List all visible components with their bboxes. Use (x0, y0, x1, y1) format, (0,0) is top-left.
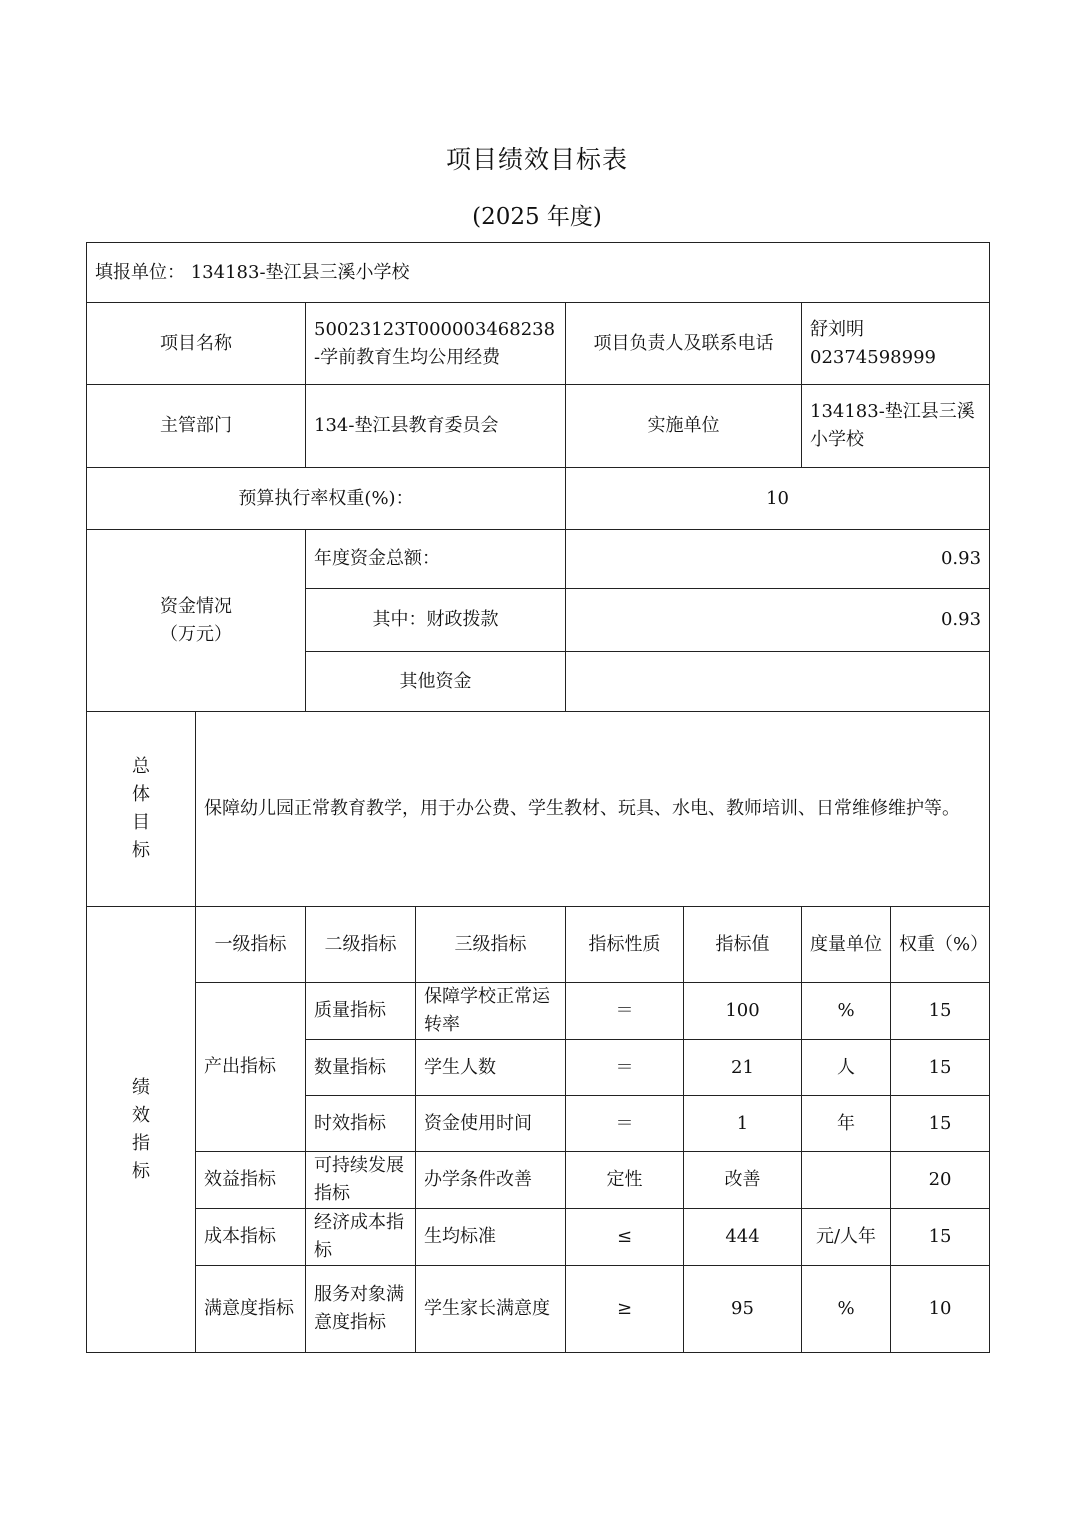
project-name-value: 50023123T000003468238-学前教育生均公用经费 (306, 303, 566, 385)
perf-indicator-char: 指 (132, 1132, 150, 1154)
perf-nature: 定性 (566, 1152, 684, 1209)
perf-nature: ≤ (566, 1209, 684, 1266)
overall-goal-label (87, 712, 196, 907)
perf-unit (802, 1152, 891, 1209)
perf-l2: 质量指标 (306, 983, 416, 1040)
overall-goal-char: 目 (132, 812, 150, 833)
perf-l1: 成本指标 (196, 1209, 306, 1266)
funds-label (87, 530, 306, 712)
perf-nature: ＝ (566, 1096, 684, 1152)
funds-total-value: 0.93 (566, 530, 990, 589)
perf-l3: 生均标准 (416, 1209, 566, 1266)
header-nature: 指标性质 (566, 907, 684, 983)
perf-nature: ＝ (566, 1040, 684, 1096)
perf-l1: 效益指标 (196, 1152, 306, 1209)
budget-weight-label: 预算执行率权重(%)： (87, 468, 566, 530)
funds-other-value (566, 652, 990, 712)
perf-weight: 10 (891, 1266, 990, 1353)
perf-l3: 保障学校正常运转率 (416, 983, 566, 1040)
perf-value: 1 (684, 1096, 802, 1152)
perf-nature: ≥ (566, 1266, 684, 1353)
header-level1: 一级指标 (196, 907, 306, 983)
perf-l1: 产出指标 (196, 983, 306, 1152)
project-name-label: 项目名称 (87, 303, 306, 385)
perf-indicator-char: 标 (132, 1160, 150, 1182)
perf-value: 95 (684, 1266, 802, 1353)
header-value: 指标值 (684, 907, 802, 983)
perf-l3: 办学条件改善 (416, 1152, 566, 1209)
reporting-unit-row (87, 243, 990, 303)
perf-weight: 20 (891, 1152, 990, 1209)
project-leader-name: 舒刘明 (810, 318, 864, 340)
funds-total-label: 年度资金总额： (306, 530, 566, 589)
dept-label: 主管部门 (87, 385, 306, 468)
perf-l3: 资金使用时间 (416, 1096, 566, 1152)
perf-unit: % (802, 983, 891, 1040)
perf-l1: 满意度指标 (196, 1266, 306, 1353)
overall-goal-char: 体 (132, 784, 150, 805)
performance-target-table (86, 242, 990, 1353)
budget-weight-value: 10 (566, 468, 990, 530)
funds-label-line2: （万元） (160, 623, 232, 645)
perf-value: 21 (684, 1040, 802, 1096)
perf-unit: 元/人年 (802, 1209, 891, 1266)
perf-indicator-char: 绩 (132, 1076, 150, 1098)
perf-unit: 年 (802, 1096, 891, 1152)
perf-l2: 可持续发展指标 (306, 1152, 416, 1209)
perf-l2: 服务对象满意度指标 (306, 1266, 416, 1353)
perf-l2: 时效指标 (306, 1096, 416, 1152)
impl-unit-value: 134183-垫江县三溪小学校 (802, 385, 990, 468)
perf-weight: 15 (891, 1096, 990, 1152)
dept-value: 134-垫江县教育委员会 (306, 385, 566, 468)
overall-goal-char: 总 (132, 756, 150, 777)
perf-weight: 15 (891, 1209, 990, 1266)
perf-value: 444 (684, 1209, 802, 1266)
perf-weight: 15 (891, 1040, 990, 1096)
header-level3: 三级指标 (416, 907, 566, 983)
funds-other-label: 其他资金 (306, 652, 566, 712)
perf-nature: ＝ (566, 983, 684, 1040)
header-unit: 度量单位 (802, 907, 891, 983)
page-subtitle: (2025 年度) (472, 204, 602, 230)
reporting-unit-value: 134183-垫江县三溪小学校 (190, 261, 410, 283)
page-title: 项目绩效目标表 (445, 145, 628, 174)
perf-value: 100 (684, 983, 802, 1040)
impl-unit-label: 实施单位 (566, 385, 802, 468)
funds-fiscal-value: 0.93 (566, 589, 990, 652)
project-leader-phone: 02374598999 (810, 346, 936, 368)
reporting-unit-label: 填报单位： (95, 261, 185, 283)
overall-goal-text: 保障幼儿园正常教育教学，用于办公费、学生教材、玩具、水电、教师培训、日常维修维护等。 (196, 712, 990, 907)
header-weight: 权重（%） (891, 907, 990, 983)
perf-l3: 学生家长满意度 (416, 1266, 566, 1353)
perf-l3: 学生人数 (416, 1040, 566, 1096)
project-leader-value (802, 303, 990, 385)
perf-indicator-label (87, 907, 196, 1353)
perf-l2: 经济成本指标 (306, 1209, 416, 1266)
funds-label-line1: 资金情况 (160, 595, 232, 617)
project-leader-label: 项目负责人及联系电话 (566, 303, 802, 385)
perf-value: 改善 (684, 1152, 802, 1209)
perf-unit: 人 (802, 1040, 891, 1096)
perf-weight: 15 (891, 983, 990, 1040)
overall-goal-char: 标 (132, 840, 150, 861)
funds-fiscal-label: 其中：财政拨款 (306, 589, 566, 652)
perf-l2: 数量指标 (306, 1040, 416, 1096)
perf-indicator-char: 效 (132, 1104, 150, 1126)
perf-unit: % (802, 1266, 891, 1353)
header-level2: 二级指标 (306, 907, 416, 983)
